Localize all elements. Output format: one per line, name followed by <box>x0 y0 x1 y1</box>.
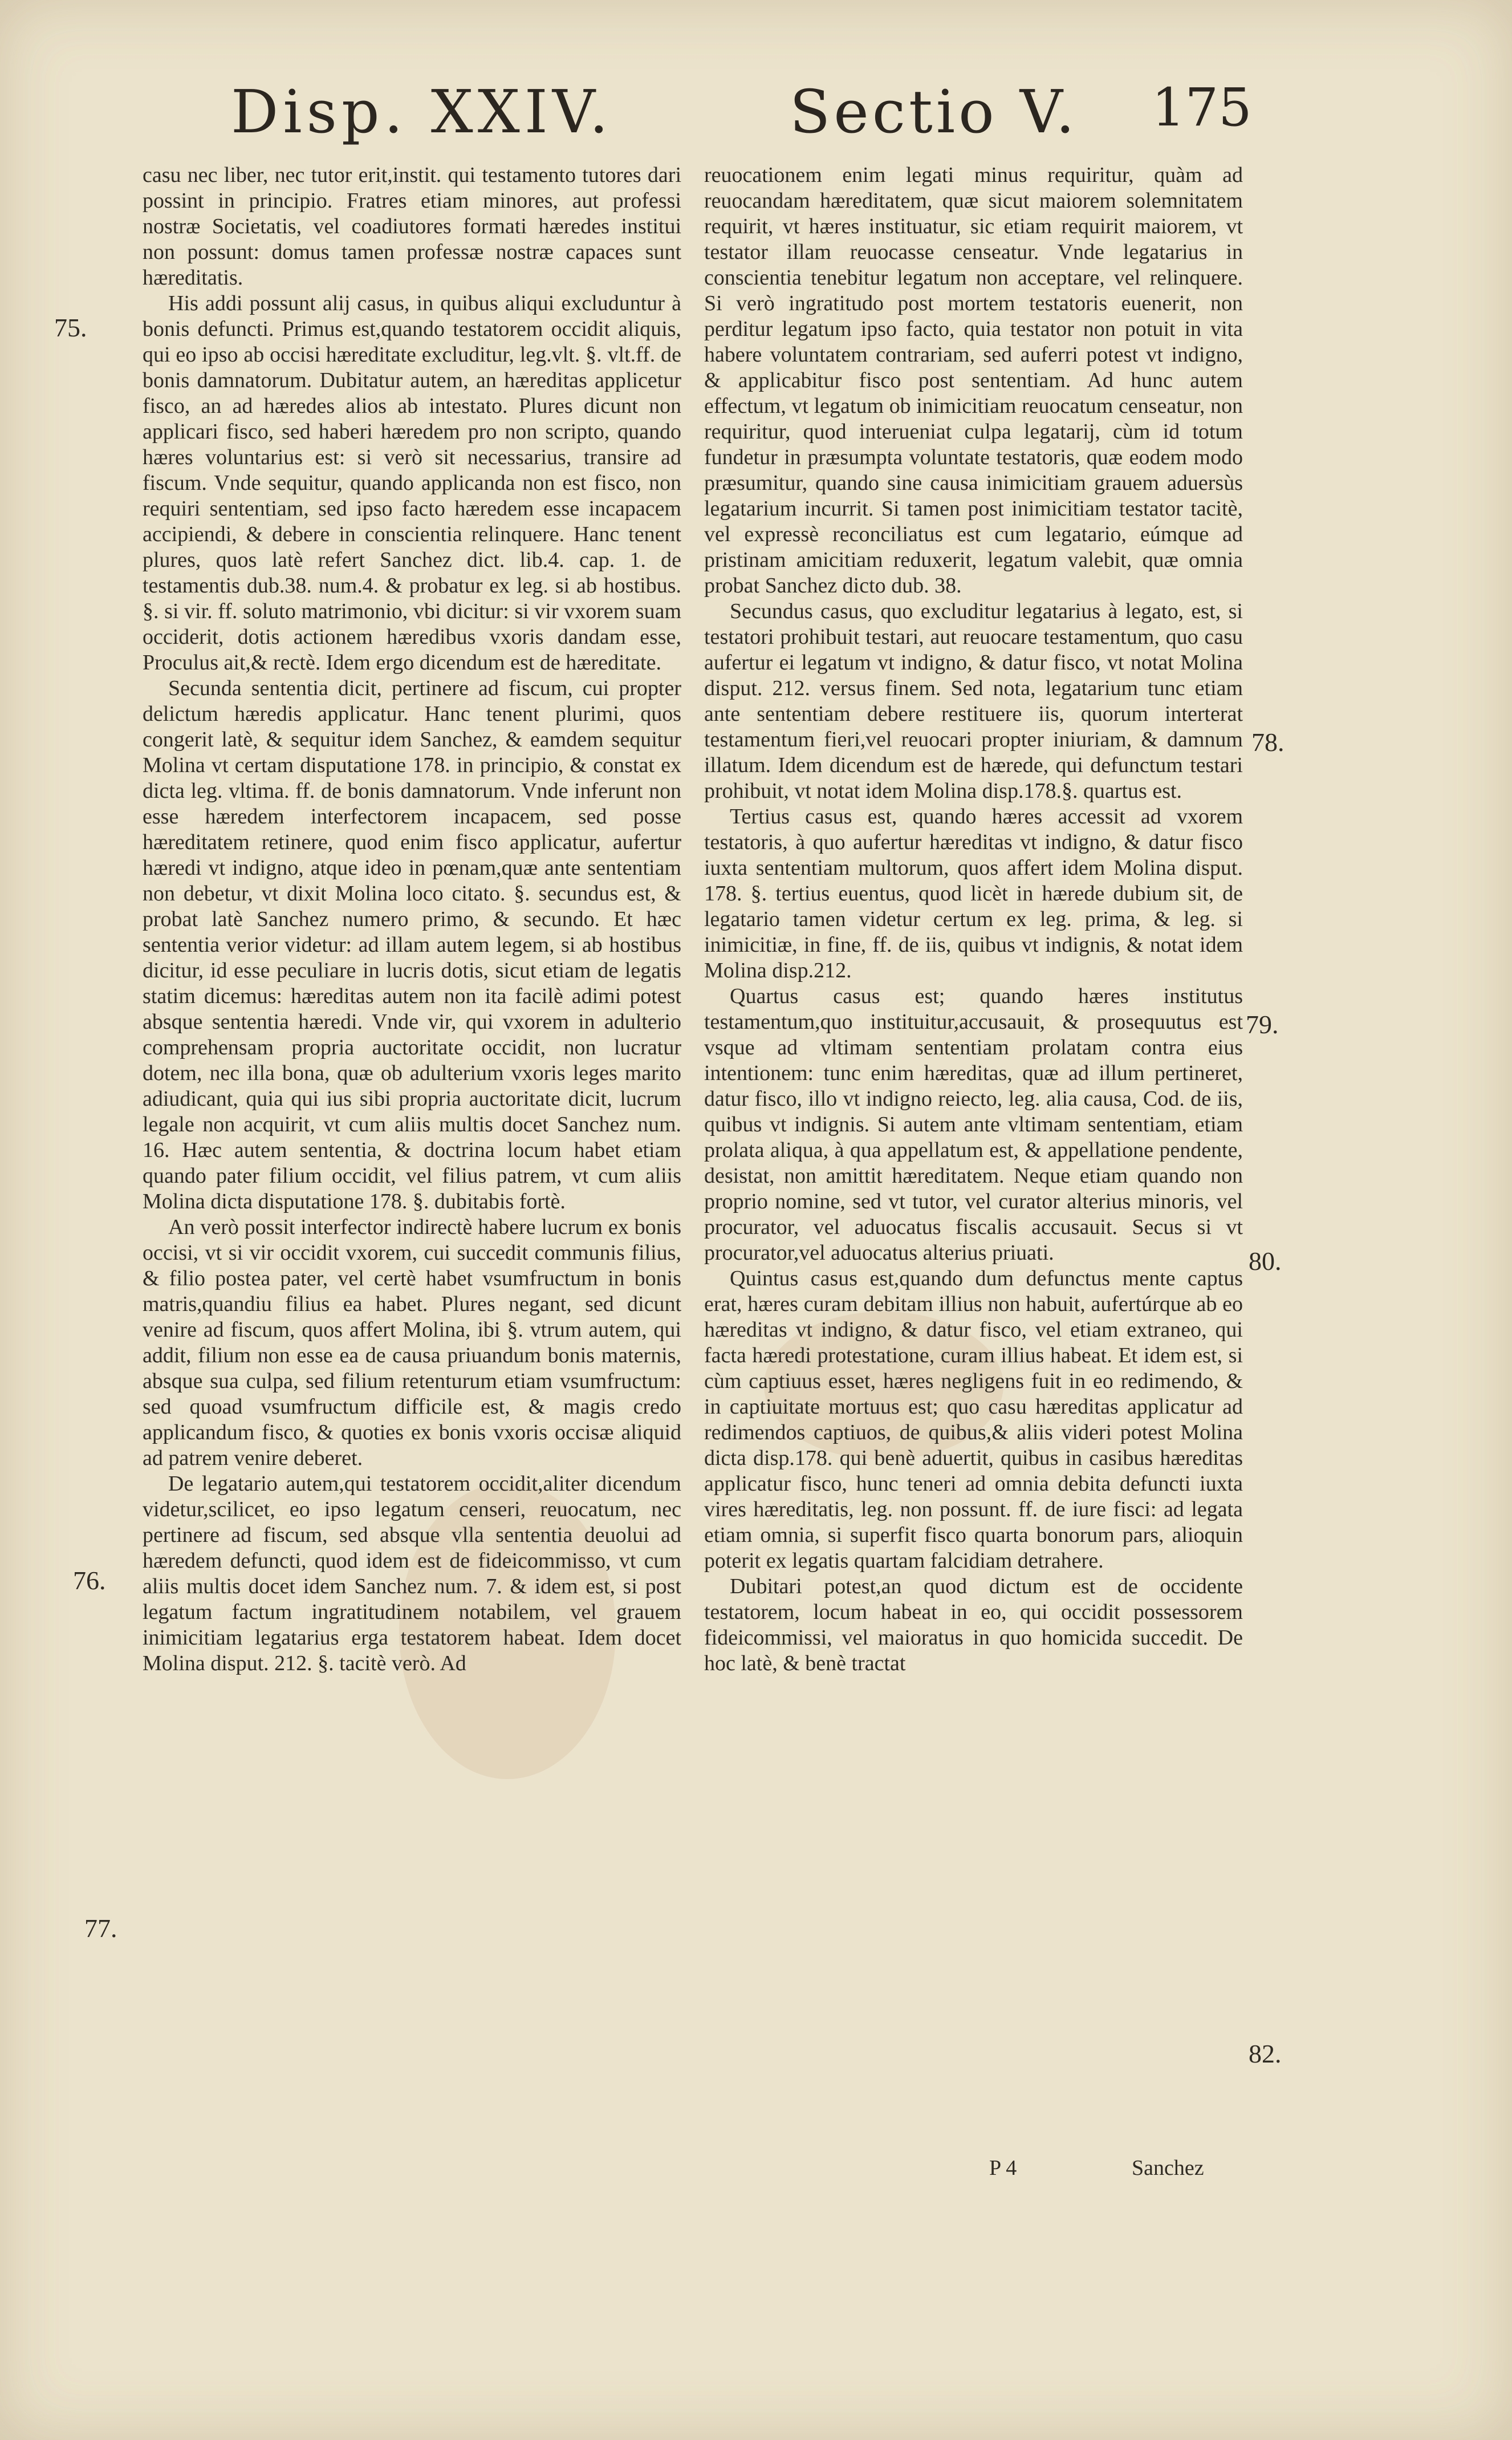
catchword: Sanchez <box>1132 2156 1204 2180</box>
paragraph: Secundus casus, quo excluditur legatarius à legato, est, si testatori prohibuit testari, aut reuocare testamentum, quo casu aufertur ei legatum vt indigno, & datur fisco, vt notat Molina disput. 212. versus finem. Sed nota, legatarium tunc etiam ante sententiam debere restituere iis, quorum interterat testamentum fieri,vel reuocari propter iniuriam, & damnum illatum. Idem dicendum est de hærede, qui defunctum testari prohibuit, vt notat idem Molina disp.178.§. quartus est. <box>704 599 1243 803</box>
paragraph: Quintus casus est,quando dum defunctus mente captus erat, hæres curam debitam illius non habuit, aufertúrque ab eo hæreditas vt indigno, & datur fisco, vel etiam extraneo, qui facta hæredi protestatione, curam illius habeat. Et idem est, si cùm captiuus esset, hæres negligens fuit in eo redimendo, & in captiuitate mortuus est; quo casu hæreditas applicatur ad redimendos captiuos, de quibus,& aliis videri potest Molina dicta disp.178. qui benè aduertit, quibus in casibus hæreditas applicatur fisco, hunc teneri ad omnia debita defuncti iuxta vires hæreditatis, leg. non possunt. ff. de iure fisci: ad legata etiam omnia, si superfit fisco quarta bonorum pars, alioquin poterit ex legatis quartam falcidiam detrahere. <box>704 1266 1243 1573</box>
margin-number: 76. <box>73 1566 106 1595</box>
paragraph: Quartus casus est; quando hæres institutus testamentum,quo instituitur,accusauit, & prosequutus est vsque ad vltimam sententiam prolatam contra eius intentionem: tunc enim hæreditas, quæ ad illum pertineret, datur fisco, illo vt indigno reiecto, leg. alia causa, Cod. de iis, quibus vt indignis. Si autem ante vltimam sententiam, etiam prolata aliqua, à qua appellatum est, & appellatione pendente, desistat, non amittit hæreditatem. Neque etiam quando non proprio nomine, sed vt tutor, vel curator alterius minoris, vel procurator, vel aduocatus fiscalis accusauit. Secus si vt procurator,vel aduocatus alterius priuati. <box>704 984 1243 1265</box>
margin-number: 79. <box>1246 1010 1279 1039</box>
paragraph: casu nec liber, nec tutor erit,instit. qui testamento tutores dari possint in principio. Fratres etiam minores, aut professi nostræ Societatis, vel coadiutores formati hæredes institui non possunt: domus tamen professæ nostræ capaces sunt hæreditatis. <box>143 163 681 290</box>
margin-number: 80. <box>1249 1247 1282 1276</box>
paragraph: Secunda sententia dicit, pertinere ad fiscum, cui propter delictum hæredis applicatur. Hanc tenent plurimi, quos congerit latè, & sequitur idem Sanchez, & eamdem sequitur Molina vt certam disputatione 178. in principio, & constat ex dicta leg. vltima. ff. de bonis damnatorum. Vnde inferunt non esse hæredem interfectorem incapacem, sed posse hæreditatem retinere, quod enim fisco applicatur, aufertur hæredi vt indigno, atque ideo in pœnam,quæ ante sententiam non debetur, vt dixit Molina loco citato. §. secundus est, & probat latè Sanchez numero primo, & secundo. Et hæc sententia verior videtur: ad illam autem legem, si ab hostibus dicitur, id esse peculiare in lucris dotis, sicut etiam de legatis statim dicemus: hæreditas autem non ita facilè adimi potest absque sententia hæredi. Vnde vir, qui vxorem in adulterio comprehensam propria auctoritate occidit, non lucratur dotem, nec illa bona, quæ ob adulterium vxoris leges marito adiudicant, quia qui ius sibi propria auctoritate dicit, lucrum legale non acquirit, vt cum aliis multis docet Sanchez num. 16. Hæc autem sententia, & doctrina locum habet etiam quando pater filium occidit, vel filius patrem, vt cum aliis Molina dicta disputatione 178. §. dubitabis fortè. <box>143 676 681 1213</box>
paragraph: Dubitari potest,an quod dictum est de occidente testatorem, locum habeat in eo, qui occidit possessorem fideicommissi, vel maioratus in quo homicida succedit. De hoc latè, & benè tractat <box>704 1574 1243 1675</box>
margin-number: 75. <box>54 313 87 342</box>
paragraph: reuocationem enim legati minus requiritur, quàm ad reuocandam hæreditatem, quæ sicut maiorem solemnitatem requirit, vt hæres instituatur, sic etiam requirit maiorem, vt testator illam reuocasse censeatur. Vnde legatarius in conscientia tenebitur legatum non acceptare, vel relinquere. Si verò ingratitudo post mortem testatoris euenerit, non perditur legatum ipso facto, quia testator non potuit in vita habere voluntatem contrariam, sed auferri potest vt indigno, & applicabitur fisco post sententiam. Ad hunc autem effectum, vt legatum ob inimicitiam reuocatum censeatur, non requiritur, quod interueniat culpa legatarij, cùm id totum fundetur in præsumpta voluntate testatoris, quæ eodem modo præsumitur, quando sine causa inimicitiam grauem aduersùs legatarium incurrit. Si tamen post inimicitiam testator tacitè, vel expressè reconciliatus est cum legatario, eúmque ad pristinam amicitiam reduxerit, legatum valebit, quæ omnia probat Sanchez dicto dub. 38. <box>704 163 1243 598</box>
right-column <box>704 163 1243 1676</box>
paragraph: Tertius casus est, quando hæres accessit ad vxorem testatoris, à quo aufertur hæreditas vt indigno, & datur fisco iuxta sententiam multorum, quos affert idem Molina disput. 178. §. tertius euentus, quod licèt in hærede dubium sit, de legatario tamen videtur certum ex leg. prima, & leg. si inimicitiæ, in fine, ff. de iis, quibus vt indignis, & notat idem Molina disp.212. <box>704 805 1243 983</box>
margin-number: 82. <box>1249 2039 1282 2068</box>
margin-number: 77. <box>84 1914 117 1943</box>
paragraph: His addi possunt alij casus, in quibus aliqui excluduntur à bonis defuncti. Primus est,quando testatorem occidit aliquis, qui eo ipso ab occisi hæreditate excluditur, leg.vlt. §. vlt.ff. de bonis damnatorum. Dubitatur autem, an hæreditas applicetur fisco, an ad hæredes alios ab intestato. Plures dicunt non applicari fisco, sed haberi hæredem pro non scripto, quando hæres voluntarius est: si verò sit necessarius, transire ad fiscum. Vnde sequitur, quando applicanda non est fisco, non requiri sententiam, sed ipso facto hæredem esse incapacem accipiendi, & debere in conscientia relinquere. Hanc tenent plures, quos latè refert Sanchez dict. lib.4. cap. 1. de testamentis dub.38. num.4. & probatur ex leg. si ab hostibus. §. si vir. ff. soluto matrimonio, vbi dicitur: si vir vxorem suam occiderit, dotis actionem hæredibus vxoris dandam esse, Proculus ait,& rectè. Idem ergo dicendum est de hæreditate. <box>143 291 681 675</box>
signature-mark: P 4 <box>989 2156 1017 2180</box>
paragraph: An verò possit interfector indirectè habere lucrum ex bonis occisi, vt si vir occidit vxorem, cui succedit communis filius, & filio postea pater, vel certè habet vsumfructum in bonis matris,quandiu filius ea habet. Plures negant, sed dicunt venire ad fiscum, quos affert Molina, ibi §. vtrum autem, qui addit, filium non esse ea de causa priuandum bonis maternis, absque sua culpa, sed filium retenturum etiam vsumfructum: sed quoad vsumfructum difficile est, & magis credo applicandum fisco, & quoties ex bonis vxoris occisæ aliquid ad patrem venire deberet. <box>143 1215 681 1470</box>
page-number: 175 <box>1152 77 1252 138</box>
running-head-left: Disp. XXIV. <box>231 77 613 147</box>
margin-number: 78. <box>1251 728 1285 757</box>
left-column <box>143 163 681 1676</box>
running-head-right: Sectio V. <box>790 77 1078 147</box>
paragraph: De legatario autem,qui testatorem occidit,aliter dicendum videtur,scilicet, eo ipso legatum censeri, reuocatum, nec pertinere ad fiscum, sed absque vlla sententia deuolui ad hæredem defuncti, quod idem est de fideicommisso, vt cum aliis multis docet idem Sanchez num. 7. & idem est, si post legatum factum ingratitudinem notabilem, vel grauem inimicitiam legatarius erga testatorem habeat. Idem docet Molina disput. 212. §. tacitè verò. Ad <box>143 1472 681 1675</box>
